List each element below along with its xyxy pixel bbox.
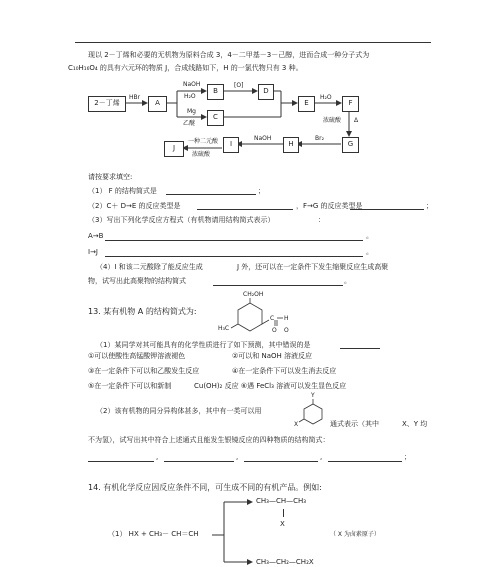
q13-option-5b: Cu(OH)₂ 反应 ⑥遇 FeCl₃ 溶液可以发生显色反应	[194, 382, 347, 390]
scheme-mg-label: Mg	[187, 108, 196, 115]
scheme-hbr-label: HBr	[129, 94, 141, 101]
q13-struct-o2: O	[284, 327, 289, 334]
scheme-start-box: 2－丁烯	[88, 96, 126, 112]
q3-ij-end: 。	[366, 248, 373, 256]
q3-ab-end: 。	[366, 232, 373, 240]
q14-title: 14. 有机化学反应因反应条件不同，可生成不同的有机产品。例如:	[88, 483, 322, 492]
scheme-h2o-label-2: H₂O	[320, 94, 332, 101]
q3-ab-label: A→B	[88, 232, 104, 240]
scheme-box-A: A	[148, 96, 167, 112]
q13-s2-d-start: 不为氢），试写出其中符合上述通式且能发生银镜反应的四种物质的结构简式：	[88, 436, 330, 444]
q13-s1: （1）某同学对其可能具有的化学性质进行了如下预测，其中错误的是	[96, 341, 311, 349]
q1-end: ；	[258, 187, 265, 195]
q3-text: （3）写出下列化学反应方程式（有机物请用结构简式表示）	[88, 216, 275, 224]
scheme-box-C: C	[207, 110, 224, 126]
q1-text: （1） F 的结构简式是	[88, 187, 157, 195]
q13-title: 13. 某有机物 A 的结构简式为:	[88, 307, 197, 316]
q4-text-b: J 外，还可以在一定条件下发生缩聚反应生成高聚	[237, 263, 389, 271]
q13-struct-ch2oh: CH₂OH	[243, 291, 264, 298]
q13-comma-1: ,	[156, 453, 159, 461]
scheme-naoh-label: NaOH	[183, 81, 201, 88]
q13-option-3: ③在一定条件下可以和乙酸发生反应	[88, 367, 200, 375]
q13-option-1: ①可以使酸性高锰酸钾溶液褪色	[88, 352, 186, 360]
q13-option-4: ④在一定条件下可以发生消去反应	[232, 367, 337, 375]
scheme-box-G: G	[342, 137, 359, 153]
q4-text-a: （4）I 和该二元酸除了能反应生成	[96, 263, 203, 271]
q2-text-b: ，F→G 的反应类型是	[296, 202, 363, 210]
intro-line-2: C₁₀H₁₆O₄ 的具有六元环的物质 J，合成线路如下，H 的一氯代物只有 3 种。	[68, 64, 303, 72]
q14-p1-x: X	[280, 520, 285, 528]
q14-note: （ X 为卤素原子）	[330, 531, 380, 538]
intro-line-1: 现以 2－丁烯和必要的无机物为原料合成 3，4－二甲基－3－己醇，进而合成一种分子式为	[88, 51, 370, 59]
q13-comma-3: ,	[320, 453, 323, 461]
scheme-naoh-label-2: NaOH	[254, 135, 272, 142]
q13-struct-h3c: H₃C	[218, 325, 230, 332]
scheme-box-I: I	[223, 137, 239, 153]
q2-end: ；	[426, 202, 433, 210]
scheme-box-D: D	[258, 84, 274, 100]
scheme-conc-acid-label: 浓硫酸	[323, 117, 342, 124]
q14-p2: CH₃—CH₂—CH₂X	[256, 558, 314, 566]
scheme-box-B: B	[207, 84, 224, 100]
q13-formula-x: X	[294, 421, 299, 428]
scheme-diacid-label: 一种二元酸	[188, 138, 219, 145]
scheme-conc-acid-label-2: 浓硫酸	[192, 151, 211, 158]
scheme-ox-label: [O]	[234, 82, 244, 89]
scheme-box-H: H	[283, 137, 299, 153]
q4-end: 。	[344, 277, 351, 285]
q14-equation: （1） HX + CH₃－ CH＝CH	[108, 530, 199, 538]
q13-formula-y: Y	[311, 392, 315, 399]
scheme-br2-label: Br₂	[315, 135, 324, 142]
q13-option-2: ②可以和 NaOH 溶液反应	[232, 352, 313, 360]
q13-struct-o1: O	[272, 327, 277, 334]
q2-text-a: （2）C＋ D→E 的反应类型是	[88, 202, 181, 210]
q3-end: ：	[318, 216, 325, 224]
scheme-ether-label: 乙醚	[183, 120, 196, 127]
q14-p1: CH₃—CH—CH₃	[256, 497, 307, 505]
q13-option-5: ⑤在一定条件下可以和新制	[88, 382, 172, 390]
scheme-h2o-label: H₂O	[184, 93, 196, 100]
scheme-box-F: F	[342, 96, 359, 112]
scheme-box-J: J	[164, 141, 184, 157]
q13-struct-c: C	[270, 315, 275, 322]
q13-s2-a: （2）该有机物的同分异构体甚多，其中有一类可以用	[96, 407, 262, 415]
q4-text-c: 物，试写出此高聚物的结构简式	[88, 277, 186, 285]
q-prompt: 请按要求填空:	[88, 173, 133, 181]
q13-s2-c: X、Y 均	[402, 420, 428, 428]
q3-ij-label: I→J	[88, 248, 98, 256]
q13-struct-h: H	[284, 315, 289, 322]
q13-comma-2: ,	[236, 453, 239, 461]
q13-s2-b: 通式表示（其中	[330, 420, 379, 428]
scheme-box-E: E	[298, 96, 315, 112]
scheme-delta-label: Δ	[354, 117, 359, 124]
q13-comma-4: ；	[404, 453, 411, 461]
